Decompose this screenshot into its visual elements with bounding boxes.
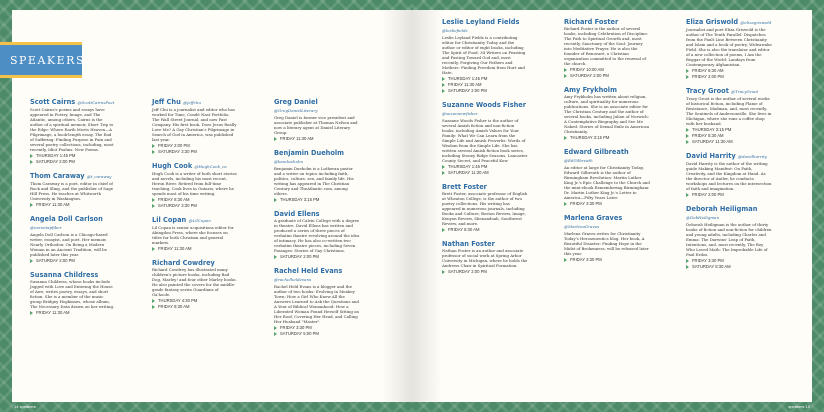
speaker-name: Tracy Groot xyxy=(686,87,729,95)
speaker-entry xyxy=(30,271,116,316)
speaker-bio: David Harrity is the author of the writing guide Making Manifest: On Faith, Creativity, and the Kingdom at Hand. As the director of Antler, he conducts workshops and lectures on the intersection of faith and imagination. xyxy=(686,161,772,191)
session-time xyxy=(30,258,116,264)
speaker-entry xyxy=(686,152,772,198)
session-time-label: FRIDAY 3:30 PM xyxy=(570,201,602,206)
speaker-bio: Thom Caraway is a poet, editor in chief of Rock and Sling, and the publisher of Sage Hill Press. He teaches at Whitworth University in Washington. xyxy=(30,181,114,201)
triangle-bullet-icon xyxy=(686,140,689,144)
right-page xyxy=(412,0,824,412)
triangle-bullet-icon xyxy=(152,247,155,251)
speaker-bio: Deborah Heiligman is the author of thirty books of fiction and non-fiction for children and young adults, including Charles and Emma: The Darwins' Leap of Faith, Intentions, and, most recently, The Boy Who Loved Math: The Improbable Life of Paul Erdos. xyxy=(686,222,772,257)
session-time xyxy=(686,264,772,270)
triangle-bullet-icon xyxy=(686,134,689,138)
speaker-name: Susanna Childress xyxy=(30,271,99,279)
speaker-entry xyxy=(564,18,650,79)
triangle-bullet-icon xyxy=(274,326,277,330)
session-time xyxy=(274,136,360,142)
session-time xyxy=(152,304,238,310)
session-time xyxy=(30,310,116,316)
session-time-label: SATURDAY 11:30 AM xyxy=(692,139,733,144)
triangle-bullet-icon xyxy=(274,137,277,141)
speaker-bio: Tracy Groot is the author of several works of historical fiction, including Flame of Resistance, Madman, and, most recently, The Sentinels of Andersonville. She lives in Michigan, where she runs a coffee shop with her husband. xyxy=(686,96,772,126)
speaker-header xyxy=(30,215,116,232)
triangle-bullet-icon xyxy=(274,332,277,336)
speaker-entry xyxy=(152,98,238,155)
speaker-header xyxy=(274,149,360,166)
session-time-label: SATURDAY 8:30 AM xyxy=(692,264,731,269)
speaker-entry xyxy=(442,183,528,233)
speaker-bio: Greg Daniel is former vice president and associate publisher at Thomas Nelson and now a literary agent at Daniel Literary Group. xyxy=(274,115,358,135)
session-time-label: THURSDAY 3:15 PM xyxy=(570,135,610,140)
speaker-bio: A graduate of Calvin College with a degree in theatre, David Ellens has written and produced a series of three pieces of verbatim theatre revolving around the idea of intimacy. He has also co-written two verbatim theatre pieces, including Seven Passages: Stories of Gay Christians. xyxy=(274,218,360,253)
speaker-twitter-handle: @bendueholm xyxy=(274,159,304,164)
speaker-name: Scott Cairns xyxy=(30,98,76,106)
triangle-bullet-icon xyxy=(564,258,567,262)
speaker-entry xyxy=(442,101,528,176)
triangle-bullet-icon xyxy=(686,259,689,263)
speaker-name: Nathan Foster xyxy=(442,240,495,248)
triangle-bullet-icon xyxy=(152,150,155,154)
speaker-entry xyxy=(30,215,116,264)
session-times xyxy=(30,202,116,208)
session-times xyxy=(274,325,360,337)
session-time xyxy=(564,135,650,141)
session-times xyxy=(152,298,238,310)
gutter-shadow-right xyxy=(412,10,442,402)
speaker-bio: Nathan Foster is an author and associate professor of social work at Spring Arbor University in Michigan, where he holds the Andrews Chair in Spiritual Formation. xyxy=(442,248,528,268)
session-time-label: FRIDAY 8:30 AM xyxy=(158,197,190,202)
speaker-twitter-handle: @nervetapfiber xyxy=(30,225,62,230)
triangle-bullet-icon xyxy=(564,74,567,78)
session-times xyxy=(442,164,528,176)
speaker-header xyxy=(30,172,116,181)
triangle-bullet-icon xyxy=(274,255,277,259)
session-time-label: SATURDAY 11:30 AM xyxy=(448,170,489,175)
speaker-header xyxy=(442,101,528,118)
speaker-twitter-handle: @HughCook_ca xyxy=(194,164,227,169)
speaker-entry xyxy=(564,86,650,141)
session-times xyxy=(274,254,360,260)
gutter-shadow-left xyxy=(382,10,412,402)
speaker-bio: Leslie Leyland Fields is a contributing editor for Christianity Today and the author or editor of eight books, including The Spirit of Food: 34 Writers on Feasting and Fasting Toward God and, most recently, Forgiving Our Fathers and Mothers: Finding Freedom from Hurt and Hate. xyxy=(442,35,526,75)
speaker-name: Deborah Heiligman xyxy=(686,205,758,213)
session-time-label: THURSDAY 1:45 PM xyxy=(448,76,488,81)
speaker-bio: Amy Frykholm has written about religion, culture, and spirituality for numerous publications. She is an associate editor for The Christian Century and the author of several books, including Julian of Norwich: A Contemplative Biography and See Me Naked: Stories of Sexual Exile in American Christianity. xyxy=(564,94,650,134)
session-time-label: FRIDAY 8:30 AM xyxy=(158,304,190,309)
speaker-header xyxy=(442,18,528,35)
speaker-twitter-handle: @TracyGroot xyxy=(731,89,759,94)
session-time-label: THURSDAY 3:15 PM xyxy=(280,197,320,202)
triangle-bullet-icon xyxy=(152,299,155,303)
session-times xyxy=(686,68,772,80)
speaker-header xyxy=(564,18,650,26)
speaker-bio: Benjamin Dueholm is a Lutheran pastor and a writer on topics including faith, politics, culture, sex, and family life. His writing has appeared in The Christian Century and TheAtlantic.com, among others. xyxy=(274,166,354,196)
speaker-header xyxy=(274,267,360,284)
session-time xyxy=(274,254,360,260)
session-times xyxy=(442,227,528,233)
triangle-bullet-icon xyxy=(686,128,689,132)
section-title: SPEAKERS xyxy=(10,54,85,67)
speaker-twitter-handle: @davidharrity xyxy=(737,154,767,159)
speaker-name: Lil Copan xyxy=(152,216,187,224)
session-time xyxy=(686,74,772,80)
session-times xyxy=(30,258,116,264)
speaker-entry xyxy=(30,98,116,165)
triangle-bullet-icon xyxy=(442,165,445,169)
session-time-label: SATURDAY 2:00 PM xyxy=(280,254,319,259)
speaker-header xyxy=(442,240,528,248)
triangle-bullet-icon xyxy=(30,154,33,158)
session-time-label: THURSDAY 1:45 PM xyxy=(448,164,488,169)
speaker-bio: Jeff Chu is a journalist and editor who has worked for Time, Condé Nast Portfolio, The Wall Street Journal, and now Fast Company. His first book, Does Jesus Really Love Me? A Gay Christian's Pilgrimage in Search of God in America, was published last year. xyxy=(152,107,237,142)
session-time-label: FRIDAY 11:30 AM xyxy=(448,82,482,87)
speaker-header xyxy=(152,259,238,267)
speaker-header xyxy=(686,18,772,27)
speaker-bio: Lil Copan is senior acquisitions editor for Abingdon Press, where she focuses on titles for both Christian and general markets. xyxy=(152,225,234,245)
session-times xyxy=(274,197,360,203)
speaker-name: Marlena Graves xyxy=(564,214,623,222)
speaker-twitter-handle: @DebHeiligman xyxy=(686,215,720,220)
triangle-bullet-icon xyxy=(274,198,277,202)
speaker-entry xyxy=(152,259,238,310)
session-time-label: THURSDAY 4:30 PM xyxy=(158,298,198,303)
session-time xyxy=(30,202,116,208)
session-times xyxy=(686,192,772,198)
speaker-entry xyxy=(564,148,650,207)
session-times xyxy=(152,197,238,209)
triangle-bullet-icon xyxy=(30,311,33,315)
session-times xyxy=(152,143,238,155)
speaker-header xyxy=(686,152,772,161)
speaker-name: Amy Frykholm xyxy=(564,86,617,94)
speaker-header xyxy=(442,183,528,191)
speaker-entry xyxy=(442,18,528,94)
session-times xyxy=(564,135,650,141)
speaker-entry xyxy=(152,162,238,209)
session-times xyxy=(152,246,238,252)
session-times xyxy=(564,201,650,207)
triangle-bullet-icon xyxy=(442,270,445,274)
session-time-label: SATURDAY 2:00 PM xyxy=(448,269,487,274)
speaker-bio: Angela Doll Carlson is a Chicago-based writer, essayist, and poet. Her memoir, Nearly Orthodox: On Being a Modern Woman in an Ancient Tradition, will be published later this year. xyxy=(30,232,108,257)
session-time-label: FRIDAY 2:00 PM xyxy=(158,143,190,148)
speaker-name: Suzanne Woods Fisher xyxy=(442,101,527,109)
speaker-name: Brett Foster xyxy=(442,183,487,191)
speaker-header xyxy=(274,98,360,115)
triangle-bullet-icon xyxy=(152,198,155,202)
speaker-entry xyxy=(274,149,360,203)
session-time-label: FRIDAY 8:30 AM xyxy=(692,133,724,138)
speaker-header xyxy=(274,210,360,218)
speaker-header xyxy=(686,205,772,222)
triangle-bullet-icon xyxy=(686,193,689,197)
session-time-label: SATURDAY 2:00 PM xyxy=(448,88,487,93)
session-time-label: FRIDAY 11:30 AM xyxy=(280,136,314,141)
speaker-entry xyxy=(686,87,772,145)
speaker-entry xyxy=(686,18,772,80)
speaker-bio: Suzanne Woods Fisher is the author of several Amish fiction and non-fiction books, including Amish Values for Your Family: What We Can Learn from the Simple Life and Amish Proverbs: Words of Wisdom from the Simple Life. She has written several Amish fiction book series, including Stoney Ridge Seasons, Lancaster County Secret, and Peaceful Kow. xyxy=(442,118,528,163)
speaker-header xyxy=(30,98,116,107)
triangle-bullet-icon xyxy=(686,69,689,73)
speaker-name: Rachel Held Evans xyxy=(274,267,343,275)
column-3 xyxy=(274,98,360,344)
speaker-bio: Hugh Cook is a writer of both short stories and novels, including his most recent, Heron River. Retired from full-time teaching, Cook lives in Ontario, where he spends most of his time writing. xyxy=(152,171,237,196)
speaker-name: Thom Caraway xyxy=(30,172,85,180)
triangle-bullet-icon xyxy=(152,305,155,309)
speaker-bio: Rachel Held Evans is a blogger and the author of two books: Evolving in Monkey Town: How a Girl Who Knew All the Answers Learned to Ask the Questions and A Year of Biblical Womanhood: How a Liberated Woman Found Herself Sitting on Her Roof, Covering Her Head, and Calling Her Husband "Master". xyxy=(274,284,359,324)
session-time-label: FRIDAY 10:00 AM xyxy=(570,67,604,72)
speaker-bio: An editor at large for Christianity Today, Edward Gilbreath is the author of Birmingham Revolution: Martin Luther King Jr.'s Epic Challenge to the Church and the mini-ebook Remembering Birmingham: Dr. Martin Luther King Jr.'s Letter to America—Fifty Years Later. xyxy=(564,165,650,200)
speaker-twitter-handle: @t_caraway xyxy=(86,174,112,179)
session-time-label: FRIDAY 2:00 PM xyxy=(692,192,724,197)
session-time xyxy=(686,192,772,198)
speaker-twitter-handle: @MarlenaGraves xyxy=(564,224,600,229)
speaker-twitter-handle: @suzannewfisher xyxy=(442,111,478,116)
triangle-bullet-icon xyxy=(686,75,689,79)
session-times xyxy=(30,310,116,316)
speaker-entry xyxy=(152,216,238,252)
session-time xyxy=(442,170,528,176)
triangle-bullet-icon xyxy=(564,68,567,72)
session-time xyxy=(564,257,650,263)
session-time-label: FRIDAY 3:30 PM xyxy=(692,258,724,263)
speaker-name: Angela Doll Carlson xyxy=(30,215,103,223)
session-times xyxy=(686,127,772,145)
triangle-bullet-icon xyxy=(564,136,567,140)
speaker-entry xyxy=(274,267,360,337)
session-time xyxy=(152,203,238,209)
session-times xyxy=(686,258,772,270)
triangle-bullet-icon xyxy=(686,265,689,269)
speaker-name: Eliza Griswold xyxy=(686,18,739,26)
triangle-bullet-icon xyxy=(30,259,33,263)
speaker-name: Richard Cowdrey xyxy=(152,259,215,267)
triangle-bullet-icon xyxy=(152,144,155,148)
column-2 xyxy=(152,98,238,317)
speaker-twitter-handle: @jeffchu xyxy=(183,100,201,105)
triangle-bullet-icon xyxy=(442,228,445,232)
session-time-label: FRIDAY 11:30 AM xyxy=(158,246,192,251)
speaker-twitter-handle: @ScottCairnsPoet xyxy=(77,100,115,105)
triangle-bullet-icon xyxy=(442,171,445,175)
session-time xyxy=(442,88,528,94)
speaker-bio: Richard Cowdrey has illustrated many children's picture books, including Bad Dog, Marley! and four other Marley books. He also painted the covers for the middle-grade fantasy series Guardians of Ga'hoole. xyxy=(152,267,237,297)
speaker-bio: Scott Cairns's poems and essays have appeared in Poetry, Image, and The Atlantic, among others. Cairns is the author of a spiritual memoir, Short Trip to the Edge: Where Earth Meets Heaven—A Pilgrimage, a book-length essay, The End of Suffering: Finding Purpose in Pain and several poetry collections, including, most recently, Idiot Psalms: New Poems. xyxy=(30,107,114,152)
session-time xyxy=(686,139,772,145)
triangle-bullet-icon xyxy=(442,89,445,93)
session-time-label: SATURDAY 2:00 PM xyxy=(36,258,75,263)
speaker-entry xyxy=(274,210,360,260)
triangle-bullet-icon xyxy=(30,160,33,164)
speaker-header xyxy=(152,216,238,225)
column-4 xyxy=(442,18,528,282)
speaker-name: Edward Gilbreath xyxy=(564,148,629,156)
session-time xyxy=(274,197,360,203)
speaker-bio: Susanna Childress, whose books include Jagged with Love and Entering the House of Awe, writes poetry, essays, and short fiction. She is a member of the music group Bridgey Hopkinses, whose album, The Necessary Data drawn on her writing. xyxy=(30,279,115,309)
session-time-label: FRIDAY 8:30 AM xyxy=(692,68,724,73)
session-times xyxy=(274,136,360,142)
session-time-label: SATURDAY 3:30 PM xyxy=(158,203,197,208)
speaker-name: Richard Foster xyxy=(564,18,619,26)
speaker-name: Benjamin Dueholm xyxy=(274,149,345,157)
session-time xyxy=(442,269,528,275)
column-5 xyxy=(564,18,650,270)
speaker-twitter-handle: @elizagriswold xyxy=(740,20,772,25)
session-time xyxy=(152,149,238,155)
speaker-twitter-handle: @EdGilbreath xyxy=(564,158,593,163)
session-time xyxy=(442,227,528,233)
speaker-bio: Journalist and poet Eliza Griswold is the author of The Tenth Parallel: Dispatches from the Fault Line Between Christianity and Islam and a book of poetry, Wideawake Field. She is also the translator and editor of a new collection of poems, I Am the Beggar of the World: Landays from Contemporary Afghanistan. xyxy=(686,27,772,67)
column-6 xyxy=(686,18,772,277)
speaker-entry xyxy=(442,240,528,275)
session-time xyxy=(564,73,650,79)
speaker-header xyxy=(564,86,650,94)
session-time-label: THURSDAY 3:15 PM xyxy=(692,127,732,132)
speaker-entry xyxy=(30,172,116,208)
speaker-header xyxy=(564,148,650,165)
speaker-bio: Marlena Graves writes for Christianity Today's Her.meneutics blog. Her book, A Beautiful Disaster: Finding Hope in the Midst of Brokenness, will be released later this year. xyxy=(564,231,649,256)
speaker-header xyxy=(152,98,238,107)
page-number-left: 14 xyxy=(14,404,19,409)
session-time-label: SATURDAY 2:00 PM xyxy=(36,159,75,164)
session-time-label: FRIDAY 3:30 PM xyxy=(280,325,312,330)
session-time xyxy=(152,246,238,252)
triangle-bullet-icon xyxy=(442,77,445,81)
session-time xyxy=(30,159,116,165)
speaker-name: Leslie Leyland Fields xyxy=(442,18,520,26)
speaker-name: David Harrity xyxy=(686,152,736,160)
speaker-name: Greg Daniel xyxy=(274,98,318,106)
session-time-label: FRIDAY 11:30 AM xyxy=(36,310,70,315)
session-time-label: SATURDAY 3:30 PM xyxy=(158,149,197,154)
session-time xyxy=(274,331,360,337)
speaker-entry xyxy=(564,214,650,263)
speaker-name: Jeff Chu xyxy=(152,98,181,106)
speaker-entry xyxy=(686,205,772,270)
speaker-header xyxy=(686,87,772,96)
speaker-bio: Richard Foster is the author of several books, including Celebration of Discipline: The Path to Spiritual Growth and, most recently, Sanctuary of the Soul: Journey into Meditative Prayer. He is also the founder of Renovaré, a Christian organization committed to the renewal of the church. xyxy=(564,26,648,66)
speaker-header xyxy=(30,271,116,279)
session-time-label: FRIDAY 2:00 PM xyxy=(692,74,724,79)
footer-label-right: speakers xyxy=(788,404,805,409)
section-heading-box xyxy=(0,42,85,78)
column-1 xyxy=(30,98,116,323)
triangle-bullet-icon xyxy=(152,204,155,208)
speaker-bio: Brett Foster, associate professor of English at Wheaton College, is the author of two poetry collections. His writing has appeared in numerous journals, including Books and Culture, Boston Review, Image, Kenyon Review, Shenandoah, Southwest Review, and more. xyxy=(442,191,528,226)
session-time-label: FRIDAY 8:30 AM xyxy=(448,227,480,232)
session-times xyxy=(564,257,650,263)
page-number-right: 15 xyxy=(805,404,810,409)
speaker-header xyxy=(152,162,238,171)
footer-label-left: speakers xyxy=(19,404,36,409)
speaker-name: David Ellens xyxy=(274,210,320,218)
triangle-bullet-icon xyxy=(30,203,33,207)
speaker-name: Hugh Cook xyxy=(152,162,193,170)
session-time-label: THURSDAY 1:45 PM xyxy=(36,153,76,158)
footer-left xyxy=(14,402,36,412)
triangle-bullet-icon xyxy=(564,202,567,206)
speaker-header xyxy=(564,214,650,231)
footer-right xyxy=(788,402,810,412)
speaker-twitter-handle: @lesliefields xyxy=(442,28,468,33)
session-time-label: SATURDAY 5:00 PM xyxy=(280,331,319,336)
session-times xyxy=(442,76,528,94)
speaker-twitter-handle: @GregDanielLiterary xyxy=(274,108,318,113)
session-time xyxy=(564,201,650,207)
triangle-bullet-icon xyxy=(442,83,445,87)
session-times xyxy=(442,269,528,275)
session-time-label: FRIDAY 11:30 AM xyxy=(36,202,70,207)
speaker-twitter-handle: @LilCopan xyxy=(188,218,211,223)
session-times xyxy=(30,153,116,165)
session-time-label: FRIDAY 3:30 PM xyxy=(570,257,602,262)
session-times xyxy=(564,67,650,79)
speaker-twitter-handle: @rachelheldevans xyxy=(274,277,312,282)
speaker-entry xyxy=(274,98,360,142)
session-time-label: SATURDAY 2:00 PM xyxy=(570,73,609,78)
